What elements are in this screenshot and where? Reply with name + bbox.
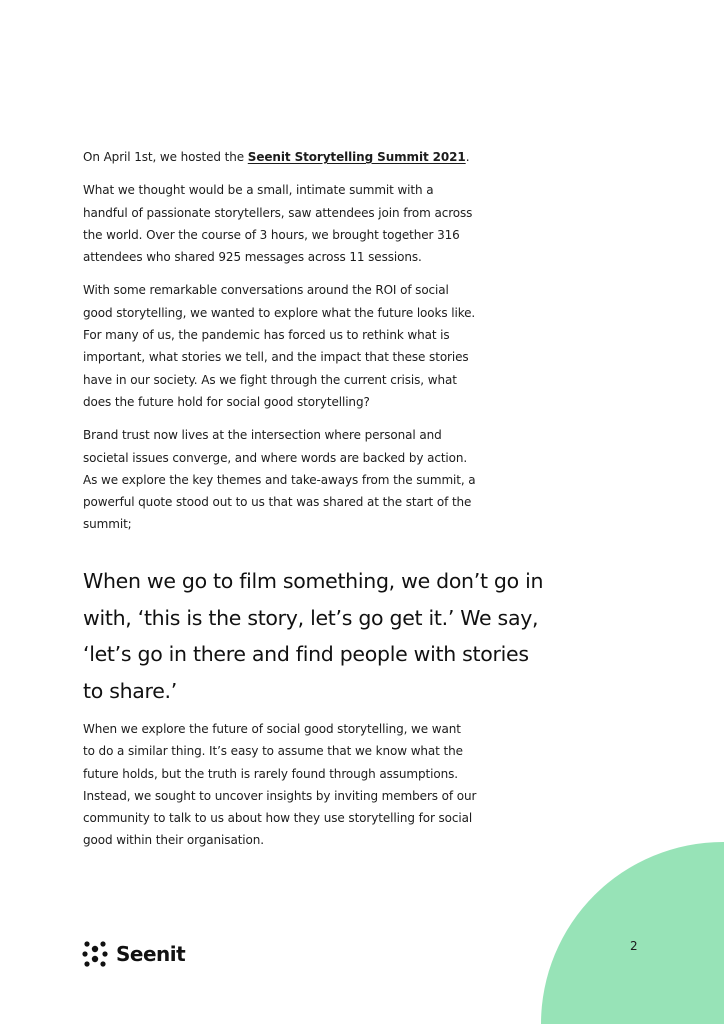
- text-line: handful of passionate storytellers, saw attendees join from across: [83, 205, 473, 220]
- text-line: good storytelling, we wanted to explore what the future looks like.: [83, 305, 476, 320]
- quote-line: ‘let’s go in there and find people with stories: [83, 642, 529, 666]
- text-line: future holds, but the truth is rarely found through assumptions.: [83, 766, 458, 781]
- text-line: community to talk to us about how they use storytelling for social: [83, 811, 473, 826]
- seenit-logo: [82, 940, 185, 968]
- body-upper: [83, 146, 523, 547]
- quote-line: to share.’: [83, 678, 177, 703]
- intro-paragraph: [83, 146, 523, 168]
- body-lower: [83, 718, 523, 863]
- text-line: important, what stories we tell, and the impact that these stories: [83, 350, 469, 365]
- text-line: When we explore the future of social good storytelling, we want: [83, 722, 461, 736]
- closing-paragraph: [83, 718, 523, 852]
- intro-prefix: On April 1st, we hosted the: [83, 150, 248, 164]
- text-line: For many of us, the pandemic has forced us to rethink what is: [83, 328, 450, 343]
- text-line: powerful quote stood out to us that was shared at the start of the: [83, 495, 472, 510]
- text-line: What we thought would be a small, intimate summit with a: [83, 183, 434, 198]
- decorative-green-circle: [541, 842, 724, 1024]
- quote-line: When we go to film something, we don’t go in: [83, 569, 544, 593]
- paragraph-3: [83, 424, 523, 535]
- page-number: 2: [630, 939, 638, 953]
- text-line: summit;: [83, 517, 132, 532]
- text-line: Brand trust now lives at the intersection where personal and: [83, 428, 442, 443]
- text-line: As we explore the key themes and take-aways from the summit, a: [83, 472, 476, 487]
- text-line: With some remarkable conversations around the ROI of social: [83, 283, 449, 298]
- text-line: Instead, we sought to uncover insights by inviting members of our: [83, 788, 477, 803]
- summit-link[interactable]: Seenit Storytelling Summit 2021: [247, 150, 466, 164]
- text-line: attendees who shared 925 messages across 11 sessions.: [83, 250, 422, 265]
- text-line: does the future hold for social good storytelling?: [83, 394, 370, 409]
- text-line: have in our society. As we fight through the current crisis, what: [83, 372, 457, 387]
- text-line: to do a similar thing. It’s easy to assume that we know what the: [83, 744, 463, 759]
- intro-suffix: .: [465, 150, 470, 164]
- text-line: societal issues converge, and where words are backed by action.: [83, 450, 468, 465]
- pull-quote: [83, 563, 603, 709]
- text-line: good within their organisation.: [83, 833, 265, 848]
- seenit-dots-icon: [82, 940, 108, 968]
- text-line: the world. Over the course of 3 hours, we brought together 316: [83, 227, 460, 242]
- quote-line: with, ‘this is the story, let’s go get it.’ We say,: [83, 605, 539, 630]
- paragraph-1: [83, 179, 523, 268]
- logo-text: Seenit: [116, 942, 186, 966]
- paragraph-2: [83, 279, 523, 413]
